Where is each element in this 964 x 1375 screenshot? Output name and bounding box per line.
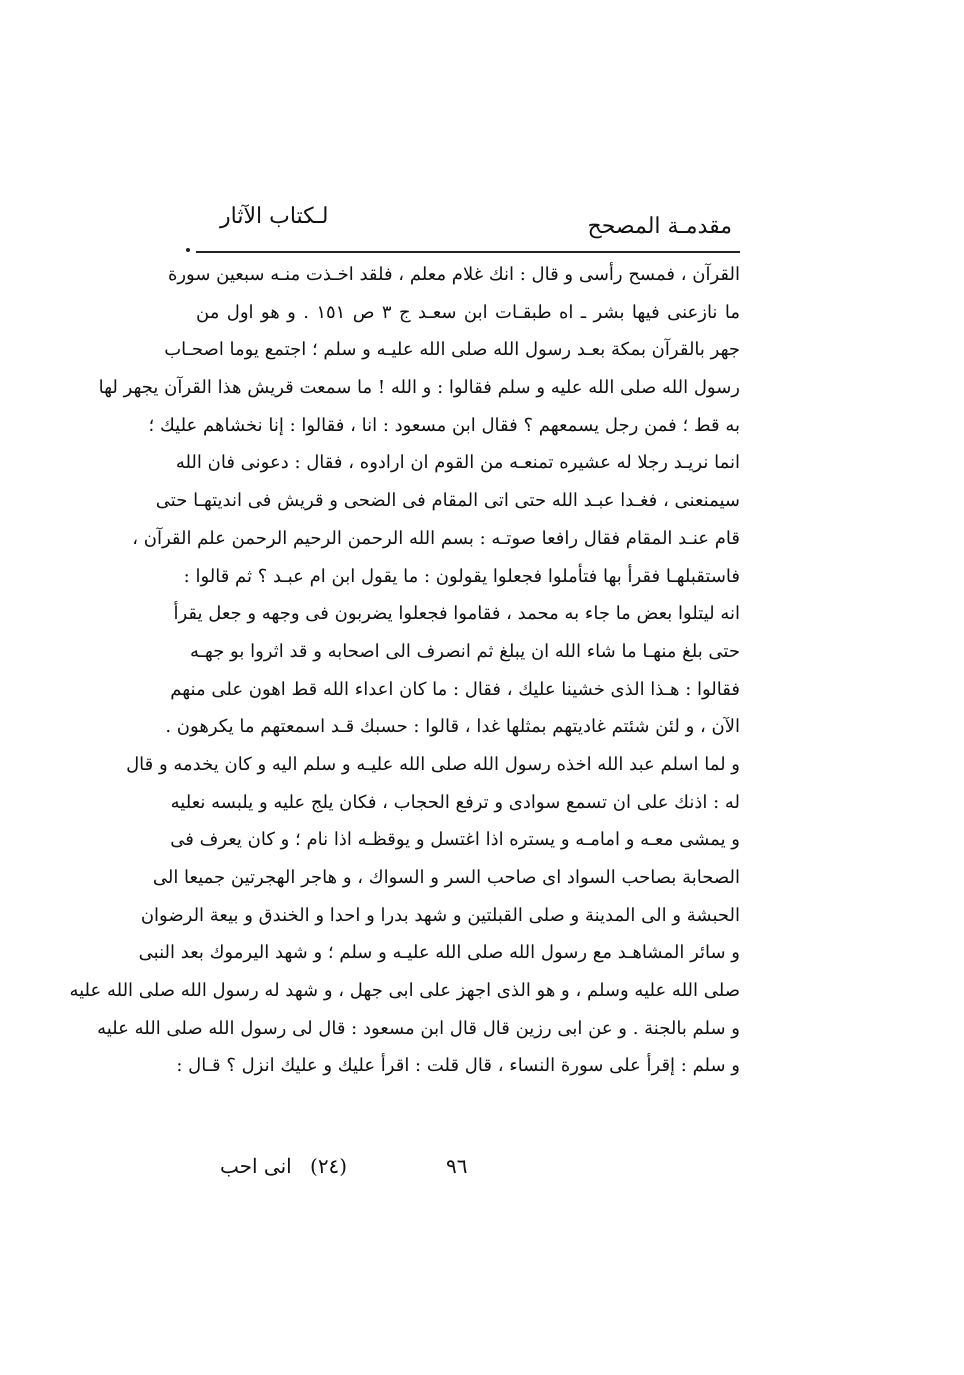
text-line: قام عنـد المقام فقال رافعا صوتـه : بسم الله الرحمن الرحيم الرحمن علم القرآن ،: [132, 527, 740, 549]
text-line: انه ليتلوا بعض ما جاء به محمد ، فقاموا فجعلوا يضربون فى وجهه و جعل يقرأ: [173, 603, 740, 625]
text-line: الآن ، و لئن شئتم غاديتهم بمثلها غدا ، قالوا : حسبك قـد اسمعتهم ما يكرهون .: [165, 716, 740, 738]
header-book-title: لـكتاب الآثار: [220, 204, 329, 229]
page-number: ٩٦: [446, 1154, 468, 1178]
text-line: جهر بالقرآن بمكة بعـد رسول الله صلى الله عليـه و سلم ؛ اجتمع يوما اصحـاب: [164, 339, 740, 361]
text-line: انما نريـد رجلا له عشيره تمنعـه من القوم ان ارادوه ، فقال : دعونى فان الله: [175, 452, 740, 474]
header-section-title: مقدمـة المصحح: [587, 214, 732, 239]
text-line: و سلم : إقرأ على سورة النساء ، قال قلت : اقرأ عليك و عليك انزل ؟ قـال :: [176, 1055, 740, 1077]
signature-mark: (٢٤): [310, 1154, 348, 1178]
text-line: صلى الله عليه وسلم ، و هو الذى اجهز على ابى جهل ، و شهد له رسول الله صلى الله عليه: [69, 980, 740, 1002]
text-line: فاستقبلهـا فقرأ بها فتأملوا فجعلوا يقولون : ما يقول ابن ام عبـد ؟ ثم قالوا :: [183, 565, 740, 587]
header-rule: [196, 251, 740, 253]
text-line: حتى بلغ منهـا ما شاء الله ان يبلغ ثم انصرف الى اصحابه و قد اثروا بو جهـه: [189, 640, 740, 662]
page-footer: [196, 1148, 740, 1184]
body-text: [69, 256, 740, 1085]
text-line: و لما اسلم عبد الله اخذه رسول الله صلى الله عليـه و سلم اليه و كان يخدمه و قال: [126, 753, 740, 775]
text-line: له : اذنك على ان تسمع سوادى و ترفع الحجاب ، فكان يلج عليه و يلبسه نعليه: [170, 791, 740, 813]
running-header: [196, 196, 740, 248]
text-line: رسول الله صلى الله عليه و سلم فقالوا : و الله ! ما سمعت قريش هذا القرآن يجهر لها: [98, 377, 740, 399]
text-line: ما نازعنى فيها بشر ـ اه طبقـات ابن سعـد ج ٣ ص ١٥١ . و هو اول من: [196, 301, 740, 323]
text-line: الحبشة و الى المدينة و صلى القبلتين و شهد بدرا و احدا و الخندق و بيعة الرضوان: [140, 904, 740, 926]
catchword: انى احب: [220, 1154, 292, 1178]
text-line: و سلم بالجنة . و عن ابى رزين قال قال ابن مسعود : قال لى رسول الله صلى الله عليه: [97, 1017, 740, 1039]
text-line: سيمنعنى ، فغـدا عبـد الله حتى اتى المقام فى الضحى و قريش فى انديتهـا حتى: [155, 490, 740, 512]
text-line: به قط ؛ فمن رجل يسمعهم ؟ فقال ابن مسعود : انا ، فقالوا : إنا نخشاهم عليك ؛: [148, 414, 740, 436]
text-line: فقالوا : هـذا الذى خشينا عليك ، فقال : ما كان اعداء الله قط اهون على منهم: [170, 678, 740, 700]
text-line: و سائر المشاهـد مع رسول الله صلى الله عليـه و سلم ؛ و شهد اليرموك بعد النبى: [138, 942, 740, 964]
text-line: الصحابة بصاحب السواد اى صاحب السر و السواك ، و هاجر الهجرتين جميعا الى: [152, 867, 740, 888]
header-rule-dot: [186, 248, 190, 252]
text-line: القرآن ، فمسح رأسى و قال : انك غلام معلم ، فلقد اخـذت منـه سبعين سورة: [167, 264, 740, 285]
text-line: و يمشى معـه و امامـه و يستره اذا اغتسل و يوقظـه اذا نام ؛ و كان يعرف فى: [170, 829, 740, 851]
